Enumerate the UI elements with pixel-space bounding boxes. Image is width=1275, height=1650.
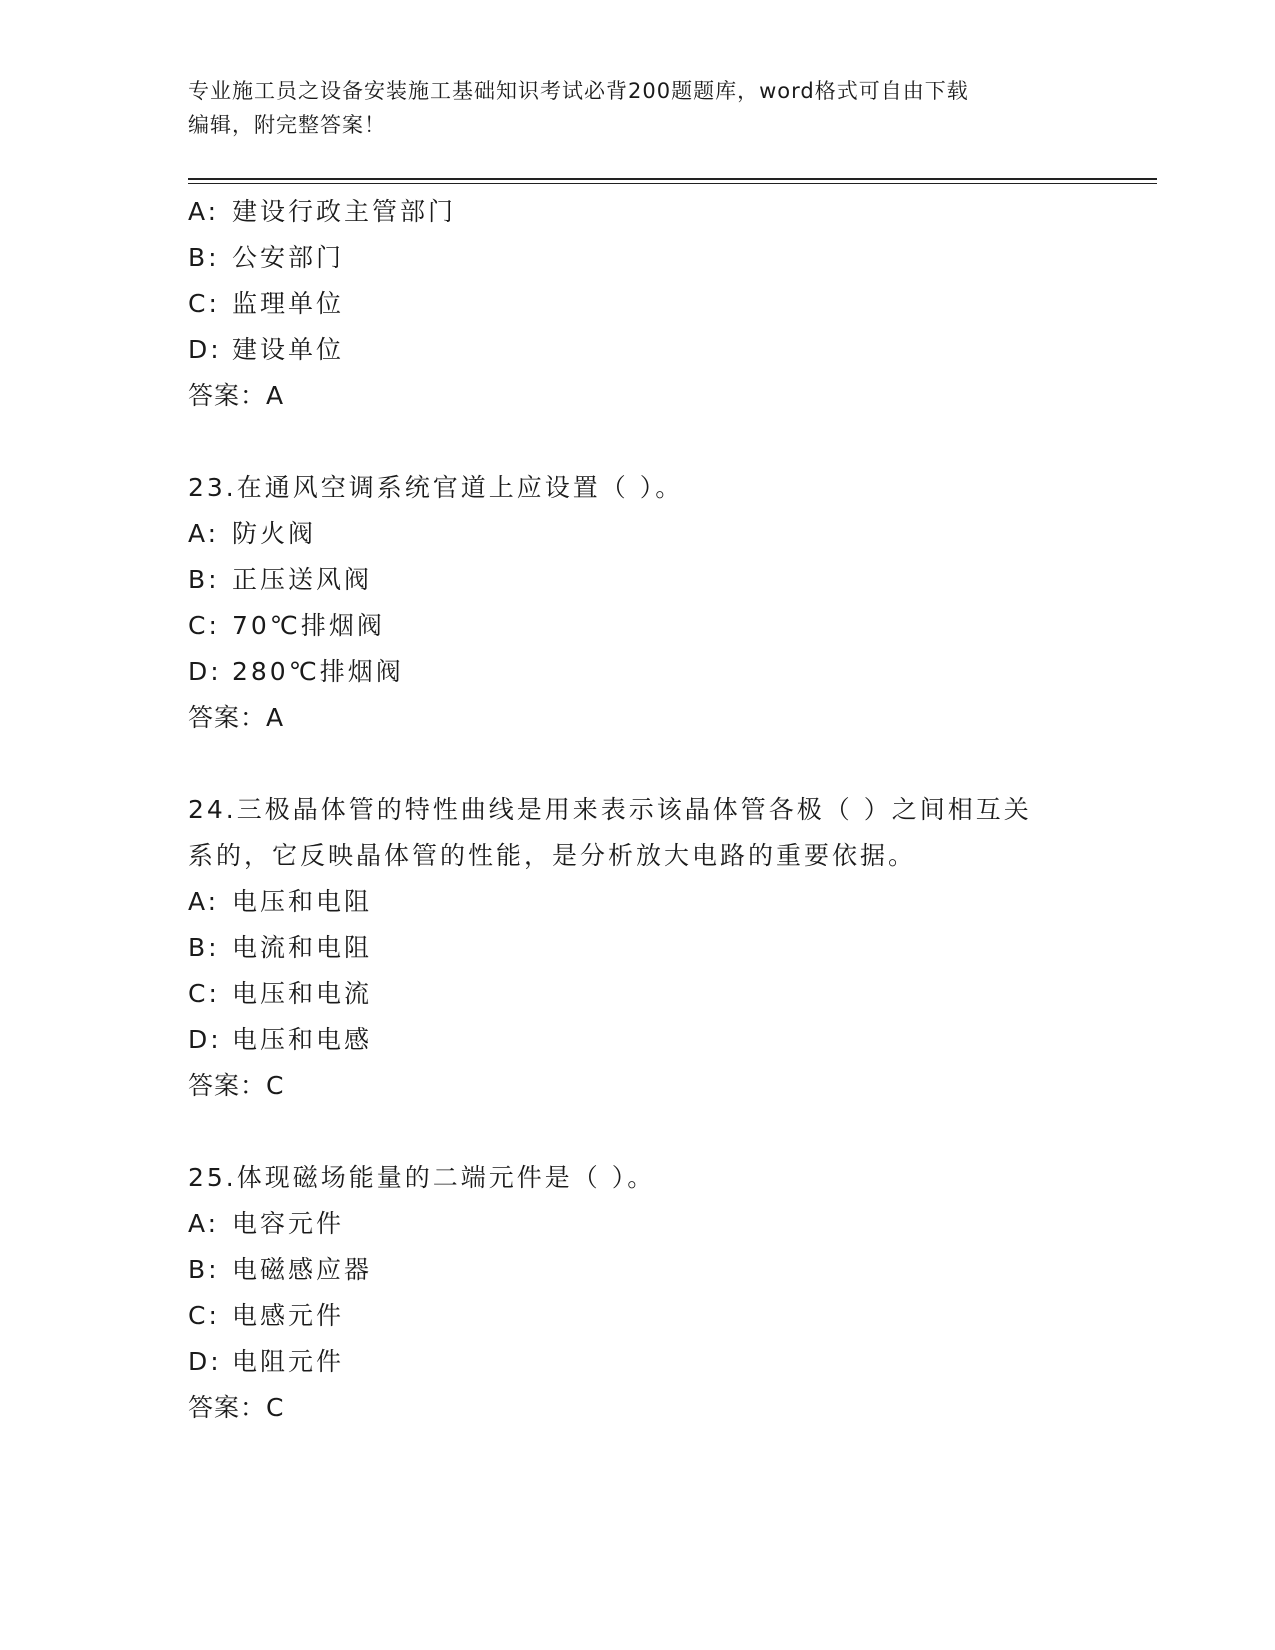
- answer-line: 答案：C: [188, 1071, 285, 1100]
- option-text: 电压和电感: [232, 1025, 373, 1054]
- option-b: [188, 1247, 1088, 1293]
- option-text: 建设单位: [232, 335, 345, 364]
- option-a: [188, 189, 1088, 235]
- option-letter: A:: [188, 887, 220, 916]
- option-letter: B:: [188, 1255, 220, 1284]
- option-d: [188, 1017, 1088, 1063]
- option-c: [188, 603, 1088, 649]
- option-d: [188, 649, 1088, 695]
- header-line-1: 专业施工员之设备安装施工基础知识考试必背200题题库，word格式可自由下载: [188, 79, 969, 103]
- question-spacer: [188, 419, 1088, 465]
- option-text: 监理单位: [232, 289, 345, 318]
- option-letter: C:: [188, 1301, 220, 1330]
- option-letter: D:: [188, 335, 222, 364]
- answer-line: 答案：A: [188, 703, 285, 732]
- option-text: 电磁感应器: [232, 1255, 373, 1284]
- option-text: 电阻元件: [232, 1347, 345, 1376]
- option-letter: B:: [188, 243, 220, 272]
- option-text: 70℃排烟阀: [232, 611, 385, 640]
- option-letter: D:: [188, 1347, 222, 1376]
- answer-line: 答案：C: [188, 1393, 285, 1422]
- option-text: 建设行政主管部门: [232, 197, 457, 226]
- header-line-2: 编辑，附完整答案！: [188, 113, 386, 137]
- option-d: [188, 1339, 1088, 1385]
- question-stem: 25.体现磁场能量的二端元件是（ ）。: [188, 1163, 656, 1192]
- option-a: [188, 879, 1088, 925]
- option-b: [188, 557, 1088, 603]
- option-d: [188, 327, 1088, 373]
- option-letter: C:: [188, 289, 220, 318]
- document-header: [188, 74, 1068, 142]
- option-letter: C:: [188, 611, 220, 640]
- option-a: [188, 1201, 1088, 1247]
- option-letter: A:: [188, 1209, 220, 1238]
- option-letter: B:: [188, 933, 220, 962]
- question-list: [188, 189, 1088, 1431]
- question-stem: 24.三极晶体管的特性曲线是用来表示该晶体管各极（ ）之间相互关: [188, 795, 1032, 824]
- option-c: [188, 281, 1088, 327]
- question-stem-continued: 系的，它反映晶体管的性能，是分析放大电路的重要依据。: [188, 841, 917, 870]
- question-stem: 23.在通风空调系统官道上应设置（ ）。: [188, 473, 684, 502]
- question-spacer: [188, 741, 1088, 787]
- option-letter: D:: [188, 1025, 222, 1054]
- question-25: [188, 1155, 1088, 1431]
- option-text: 280℃排烟阀: [232, 657, 404, 686]
- option-b: [188, 235, 1088, 281]
- option-text: 电压和电阻: [232, 887, 373, 916]
- option-b: [188, 925, 1088, 971]
- option-text: 正压送风阀: [232, 565, 373, 594]
- option-text: 电感元件: [232, 1301, 345, 1330]
- question-24: [188, 787, 1088, 1109]
- option-text: 电流和电阻: [232, 933, 373, 962]
- option-c: [188, 971, 1088, 1017]
- option-letter: A:: [188, 197, 220, 226]
- option-text: 防火阀: [232, 519, 317, 548]
- option-c: [188, 1293, 1088, 1339]
- option-text: 公安部门: [232, 243, 345, 272]
- question-spacer: [188, 1109, 1088, 1155]
- option-text: 电容元件: [232, 1209, 345, 1238]
- header-divider-thin: [188, 183, 1157, 184]
- question-22-continued: [188, 189, 1088, 419]
- option-letter: A:: [188, 519, 220, 548]
- option-letter: D:: [188, 657, 222, 686]
- option-a: [188, 511, 1088, 557]
- question-23: [188, 465, 1088, 741]
- option-text: 电压和电流: [232, 979, 373, 1008]
- option-letter: C:: [188, 979, 220, 1008]
- option-letter: B:: [188, 565, 220, 594]
- header-divider-thick: [188, 178, 1157, 180]
- answer-line: 答案：A: [188, 381, 285, 410]
